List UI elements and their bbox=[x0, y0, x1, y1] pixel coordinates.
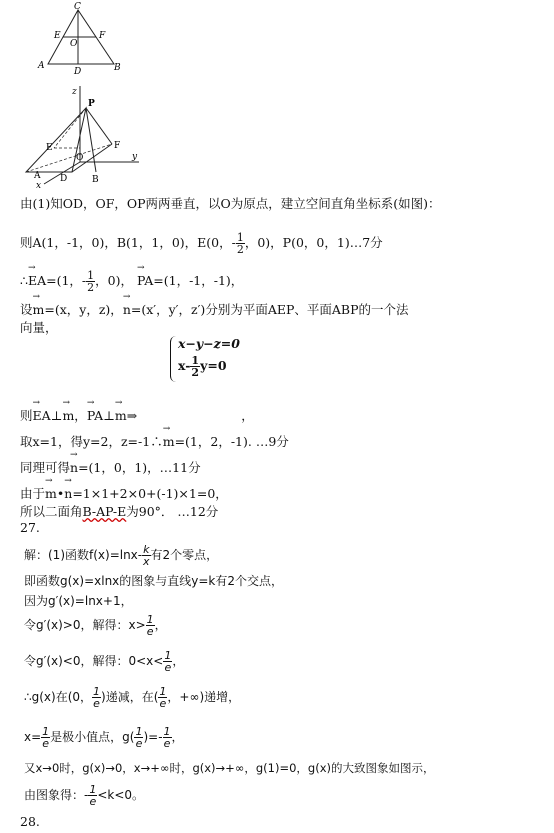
vector-n: → n bbox=[70, 460, 78, 475]
line-perpendicular: 则→ EA⊥→ m，→ PA⊥→ m⇒ ， bbox=[20, 406, 254, 424]
line-points bbox=[20, 232, 383, 255]
line-vectors bbox=[20, 270, 243, 293]
solution-line-8: 又x→0时，g(x)→0，x→+∞时，g(x)→+∞，g(1)=0，g(x)的大致图象如图示， bbox=[24, 761, 435, 775]
line-coordinate-system: 由(1)知OD，OF，OP两两垂直，以O为原点，建立空间直角坐标系(如图)： bbox=[20, 196, 441, 211]
points-text-a: 则A(1，-1，0)，B(1，1，0)，E(0，- bbox=[20, 235, 236, 250]
fig1-label-a: A bbox=[38, 61, 45, 71]
line-dihedral-angle: 所以二面角B-AP-E为90°． …12分 bbox=[20, 504, 219, 519]
vector-m: → m bbox=[115, 408, 127, 423]
fig1-label-f: F bbox=[99, 31, 106, 41]
line-dot-product: 由于→ m•→ n=1×1+2×0+(-1)×1=0， bbox=[20, 484, 228, 502]
line-normal-vectors-cont: 向量， bbox=[20, 320, 58, 335]
vector-m: → m bbox=[163, 434, 175, 449]
question-number-27: 27. bbox=[20, 520, 40, 535]
solution-line-4: 令g′(x)>0，解得：x> $\frac{1}{e}$ ， bbox=[24, 613, 167, 638]
equation-system bbox=[170, 336, 240, 378]
vector-m-value: =(x，y，z)， bbox=[44, 302, 123, 317]
fig2-label-a: A bbox=[34, 171, 41, 181]
solution-line-3: 因为g′(x)=lnx+1， bbox=[24, 594, 133, 608]
vector-pa: → PA bbox=[87, 408, 103, 423]
solution-line-7: x= $\frac{1}{e}$ 是极小值点，g( $\frac{1}{e}$ )=- $\frac{1}{e}$ ， bbox=[24, 725, 184, 750]
vector-ea: → EA bbox=[28, 273, 46, 288]
fraction: $\frac{1}{2}$ bbox=[87, 269, 95, 294]
fig1-label-o: O bbox=[70, 39, 78, 49]
vector-ea-value: =(1，- bbox=[46, 273, 87, 288]
solution-line-2: 即函数g(x)=xlnx的图象与直线y=k有2个交点， bbox=[24, 574, 284, 588]
fig2-label-z: z bbox=[72, 87, 77, 97]
line-solve-m: 取x=1，得y=2，z=-1∴→ m=(1，2，-1). …9分 bbox=[20, 432, 289, 450]
fig1-label-b: B bbox=[114, 63, 121, 73]
fig2-label-d: D bbox=[60, 174, 68, 184]
vector-m: → m bbox=[45, 486, 57, 501]
line-solve-n: 同理可得→ n=(1，0，1)，…11分 bbox=[20, 458, 201, 476]
fraction: $\frac{1}{2}$ bbox=[236, 231, 244, 256]
vector-m: → m bbox=[62, 408, 74, 423]
fig2-label-o: O bbox=[76, 153, 84, 163]
line-normal-vectors bbox=[20, 300, 409, 318]
vector-pa-value: =(1，-1，-1)， bbox=[153, 273, 244, 288]
equation-2: x- $\frac{1}{2}$ y=0 bbox=[178, 354, 227, 379]
vector-m: → m bbox=[33, 302, 45, 317]
fig2-label-p: P bbox=[88, 99, 95, 109]
vector-n-value: =(x′，y′，z′)分别为平面AEP、平面ABP的一个法 bbox=[130, 302, 409, 317]
pyramid-figure bbox=[14, 84, 144, 190]
solution-line-1: 解：(1)函数f(x)=lnx- $\frac{k}{x}$ 有2个零点， bbox=[24, 543, 219, 568]
let-text: 设 bbox=[20, 302, 33, 317]
fig1-label-c: C bbox=[74, 2, 81, 12]
question-number-28: 28. bbox=[20, 814, 40, 829]
equation-1: x−y−z=0 bbox=[178, 336, 240, 351]
therefore-symbol: ∴ bbox=[20, 273, 28, 288]
fig1-label-d: D bbox=[74, 67, 82, 77]
fig2-label-e: E bbox=[46, 143, 53, 153]
vector-n: → n bbox=[64, 486, 72, 501]
triangle-figure bbox=[30, 0, 130, 78]
fig2-label-x: x bbox=[36, 181, 42, 190]
vector-n: → n bbox=[123, 302, 131, 317]
fig2-label-f: F bbox=[114, 141, 121, 151]
solution-line-6: ∴g(x)在(0， $\frac{1}{e}$ )递减，在( $\frac{1}{e}$ ，+∞)递增， bbox=[24, 685, 241, 710]
vector-ea-tail: ，0)， bbox=[95, 273, 133, 288]
fig2-label-y: y bbox=[132, 152, 138, 162]
points-text-b: ，0)，P(0，0，1)…7分 bbox=[244, 235, 383, 250]
vector-pa: → PA bbox=[137, 273, 153, 288]
solution-line-5: 令g′(x)<0，解得：0<x< $\frac{1}{e}$ ， bbox=[24, 649, 185, 674]
solution-line-9: 由图象得：- $\frac{1}{e}$ <k<0。 bbox=[24, 783, 145, 808]
vector-ea: → EA bbox=[33, 408, 51, 423]
fig1-label-e: E bbox=[54, 31, 61, 41]
dihedral-label: B-AP-E bbox=[82, 504, 127, 519]
fig2-label-b: B bbox=[92, 175, 99, 185]
brace bbox=[170, 336, 177, 382]
